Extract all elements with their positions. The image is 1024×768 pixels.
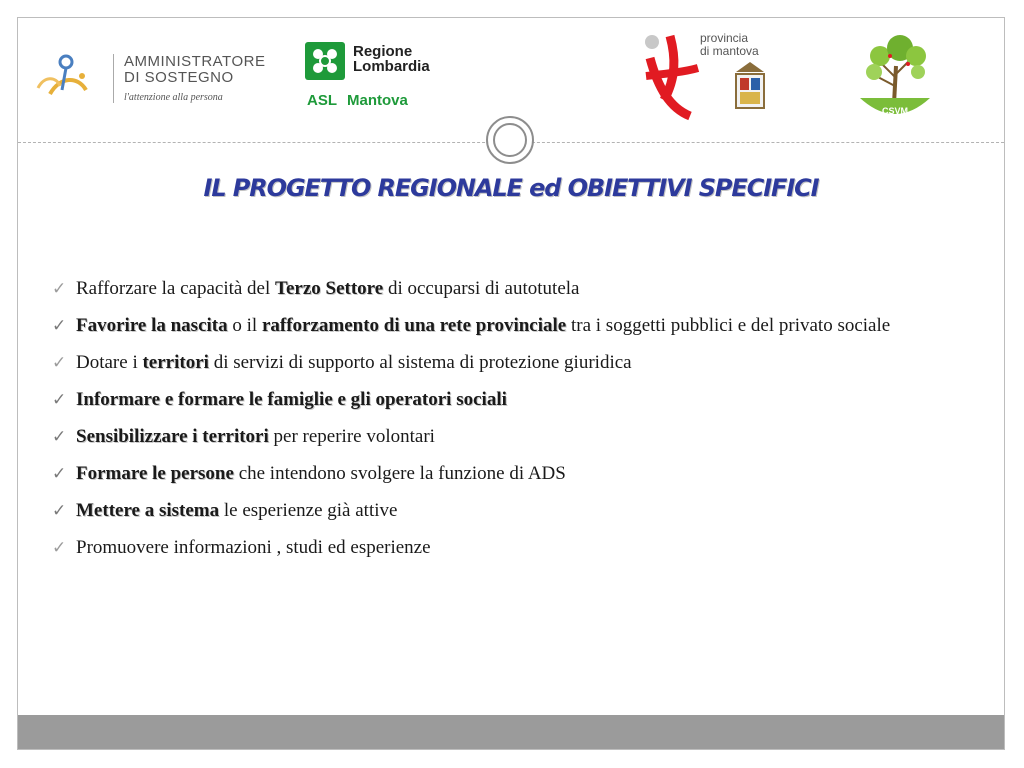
checkmark-icon: ✓ [52,427,67,447]
csvm-label: CSVM [881,106,908,116]
provincia-di-mantova-logo [640,28,780,123]
slide-title: IL PROGETTO REGIONALE ed OBIETTIVI SPECIFICI [203,174,819,202]
list-item: ✓ Promuovere informazioni , studi ed esperienze [48,535,978,560]
ads-logo-text [113,54,265,103]
provincia-text [700,32,759,58]
mantova-label: Mantova [347,92,408,109]
list-item: ✓ Formare le persone che intendono svolgere la funzione di ADS [48,461,978,486]
regione-lombardia-logo [305,40,455,116]
lombardia-rose-icon [305,42,345,80]
ring-ornament-icon [486,116,534,164]
lombardia-label: Lombardia [353,58,430,75]
list-item: ✓ Sensibilizzare i territori per reperire volontari [48,424,978,449]
ads-logo-line1: AMMINISTRATORE [124,53,266,70]
list-item: ✓ Favorire la nascita o il rafforzamento di una rete provinciale tra i soggetti pubblici e del privato sociale [48,313,978,338]
checkmark-icon: ✓ [52,538,67,558]
csvm-logo [850,26,940,126]
list-item: ✓ Dotare i territori di servizi di supporto al sistema di protezione giuridica [48,350,978,375]
checkmark-icon: ✓ [52,316,67,336]
slide [17,17,1005,750]
list-item: ✓ Informare e formare le famiglie e gli operatori sociali [48,387,978,412]
footer-bar [18,715,1004,749]
list-item: ✓ Mettere a sistema le esperienze già attive [48,498,978,523]
ads-emblem-icon [30,46,102,106]
regione-lombardia-text [353,44,430,74]
ads-logo-line2: DI SOSTEGNO [124,69,234,86]
checkmark-icon: ✓ [52,390,67,410]
amministratore-di-sostegno-logo [30,46,270,116]
objectives-list [48,276,978,572]
regione-label: Regione [353,43,413,60]
provincia-label: provincia [700,31,749,45]
checkmark-icon: ✓ [52,464,67,484]
checkmark-icon: ✓ [52,279,67,299]
list-item: ✓ Rafforzare la capacità del Terzo Settore di occuparsi di autotutela [48,276,978,301]
checkmark-icon: ✓ [52,353,67,373]
asl-label: ASL [307,92,337,109]
ads-logo-tagline: l'attenzione alla persona [124,92,223,103]
checkmark-icon: ✓ [52,501,67,521]
asl-mantova-label [307,92,408,109]
di-mantova-label: di mantova [700,44,759,58]
